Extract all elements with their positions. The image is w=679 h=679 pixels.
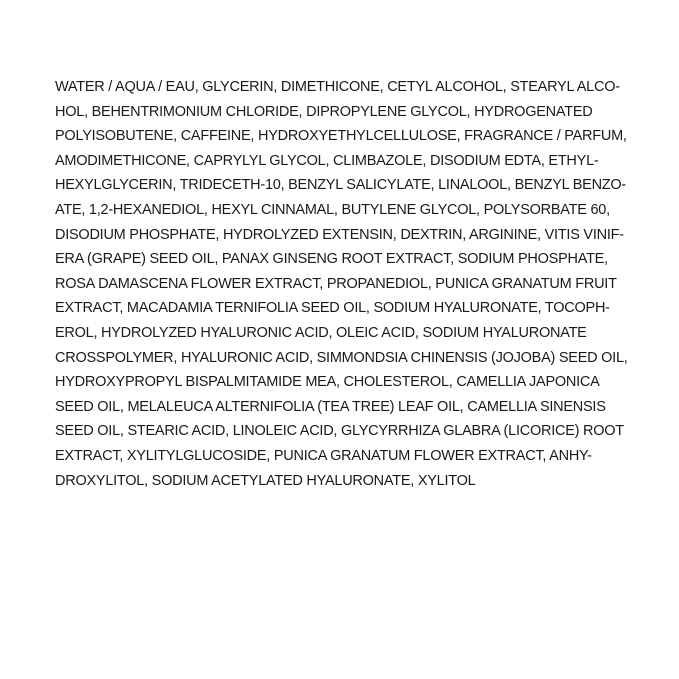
ingredient-list: [55, 75, 635, 493]
ingredient-line: SEED OIL, MELALEUCA ALTERNIFOLIA (TEA TREE) LEAF OIL, CAMELLIA SINENSIS: [55, 398, 606, 415]
ingredient-line: POLYISOBUTENE, CAFFEINE, HYDROXYETHYLCELLULOSE, FRAGRANCE / PARFUM,: [55, 128, 627, 145]
ingredient-line: DROXYLITOL, SODIUM ACETYLATED HYALURONATE, XYLITOL: [55, 472, 476, 489]
ingredient-line: AMODIMETHICONE, CAPRYLYL GLYCOL, CLIMBAZOLE, DISODIUM EDTA, ETHYL-: [55, 152, 599, 169]
ingredient-line: WATER / AQUA / EAU, GLYCERIN, DIMETHICONE, CETYL ALCOHOL, STEARYL ALCO-: [55, 79, 620, 95]
ingredient-line: EXTRACT, XYLITYLGLUCOSIDE, PUNICA GRANATUM FLOWER EXTRACT, ANHY-: [55, 447, 592, 464]
ingredient-line: ATE, 1,2-HEXANEDIOL, HEXYL CINNAMAL, BUTYLENE GLYCOL, POLYSORBATE 60,: [55, 201, 610, 218]
ingredient-line: CROSSPOLYMER, HYALURONIC ACID, SIMMONDSIA CHINENSIS (JOJOBA) SEED OIL,: [55, 349, 628, 366]
ingredient-line: EXTRACT, MACADAMIA TERNIFOLIA SEED OIL, SODIUM HYALURONATE, TOCOPH-: [55, 300, 610, 317]
ingredient-line: HYDROXYPROPYL BISPALMITAMIDE MEA, CHOLESTEROL, CAMELLIA JAPONICA: [55, 374, 600, 391]
ingredient-line: EROL, HYDROLYZED HYALURONIC ACID, OLEIC ACID, SODIUM HYALURONATE: [55, 324, 587, 341]
ingredient-line: ROSA DAMASCENA FLOWER EXTRACT, PROPANEDIOL, PUNICA GRANATUM FRUIT: [55, 275, 617, 292]
ingredient-line: HOL, BEHENTRIMONIUM CHLORIDE, DIPROPYLENE GLYCOL, HYDROGENATED: [55, 103, 593, 120]
ingredient-line: ERA (GRAPE) SEED OIL, PANAX GINSENG ROOT EXTRACT, SODIUM PHOSPHATE,: [55, 251, 608, 268]
ingredient-line: HEXYLGLYCERIN, TRIDECETH-10, BENZYL SALICYLATE, LINALOOL, BENZYL BENZO-: [55, 177, 627, 194]
ingredient-line: DISODIUM PHOSPHATE, HYDROLYZED EXTENSIN, DEXTRIN, ARGININE, VITIS VINIF-: [55, 226, 624, 243]
ingredient-line: SEED OIL, STEARIC ACID, LINOLEIC ACID, GLYCYRRHIZA GLABRA (LICORICE) ROOT: [55, 423, 624, 440]
